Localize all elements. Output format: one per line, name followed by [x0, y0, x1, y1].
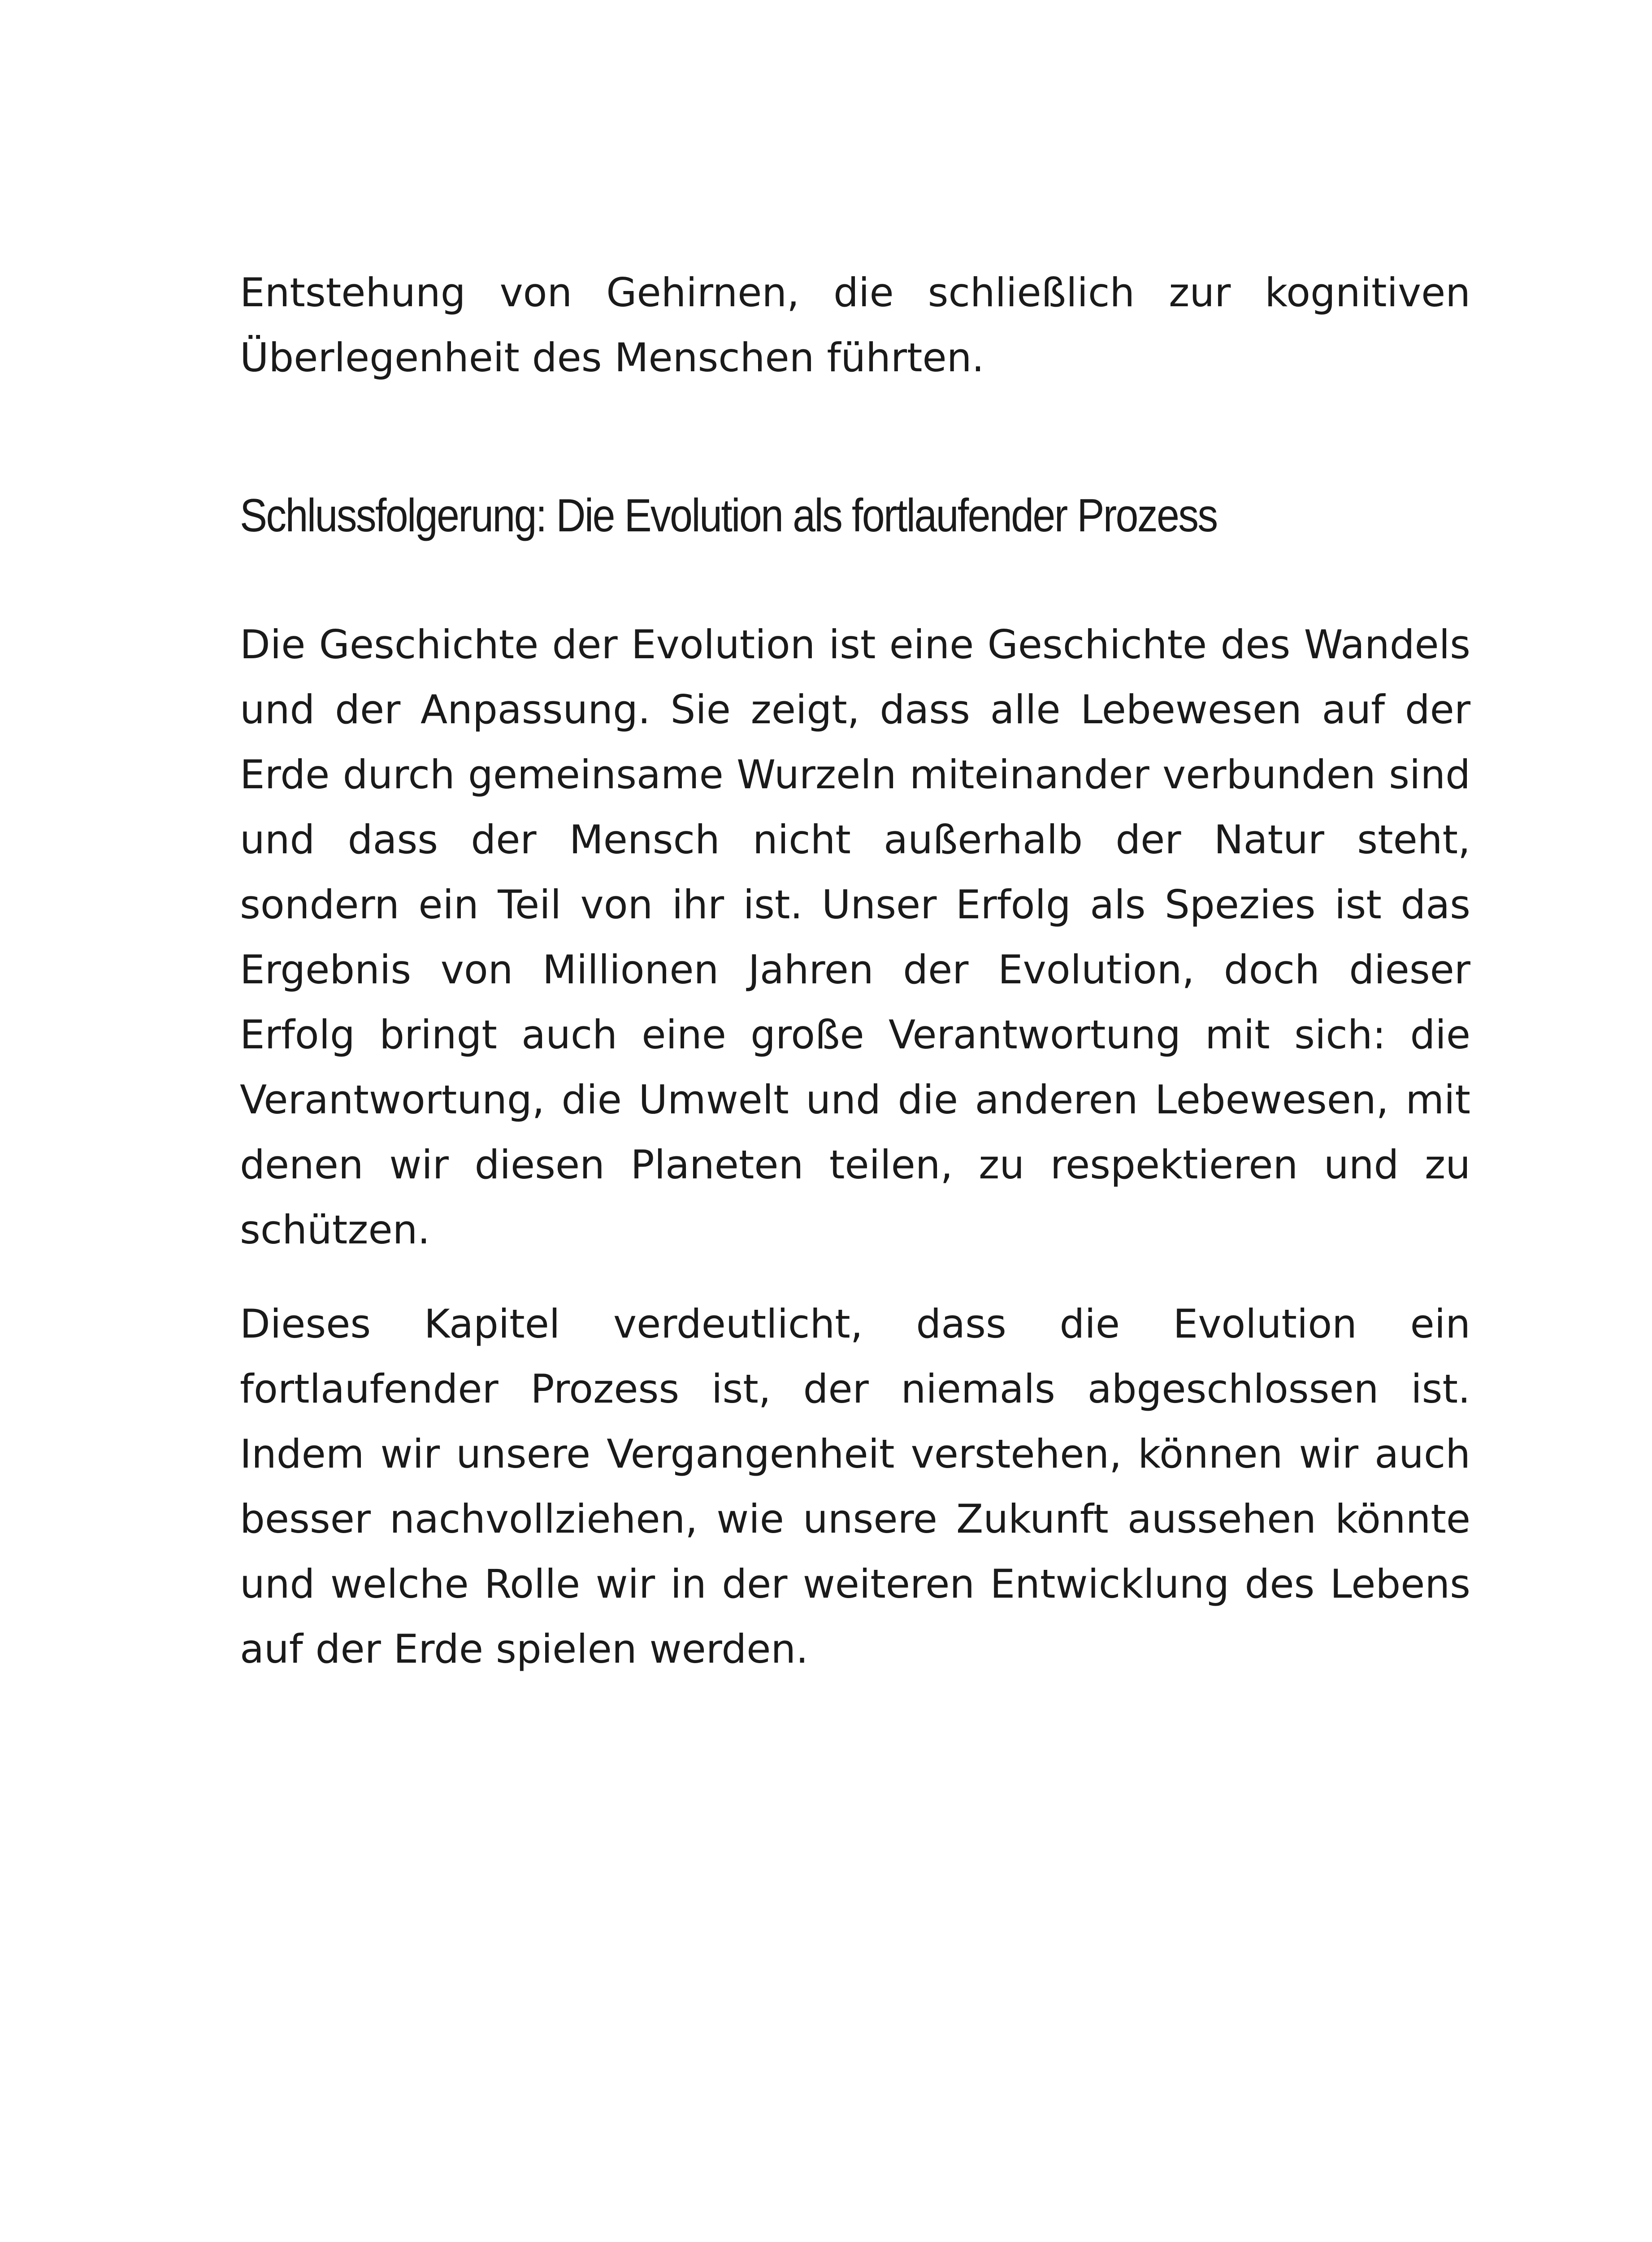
body-paragraph: Die Geschichte der Evolution ist eine Geschichte des Wandels und der Anpassung. Sie zeigt, dass alle Lebewesen auf der Erde durch gemeinsame Wurzeln miteinander verbunden sind und dass der Mensch nicht außerhalb der Natur steht, sondern ein Teil von ihr ist. Unser Erfolg als Spezies ist das Ergebnis von Millionen Jahren der Evolution, doch dieser Erfolg bringt auch eine große Verantwortung mit sich: die Verantwortung, die Umwelt und die anderen Lebewesen, mit denen wir diesen Planeten teilen, zu respektieren und zu schützen.	[240, 621, 1470, 1253]
intro-paragraph: Entstehung von Gehirnen, die schließlich zur kognitiven Überlegenheit des Menschen führten.	[240, 269, 1470, 381]
body-paragraph: Dieses Kapitel verdeutlicht, dass die Evolution ein fortlaufender Prozess ist, der niemals abgeschlossen ist. Indem wir unsere Vergangenheit verstehen, können wir auch besser nachvollziehen, wie unsere Zukunft aussehen könnte und welche Rolle wir in der weiteren Entwicklung des Lebens auf der Erde spielen werden.	[240, 1301, 1470, 1672]
section-heading: Schlussfolgerung: Die Evolution als fortlaufender Prozess	[240, 490, 1217, 542]
page-content	[240, 260, 1470, 1682]
